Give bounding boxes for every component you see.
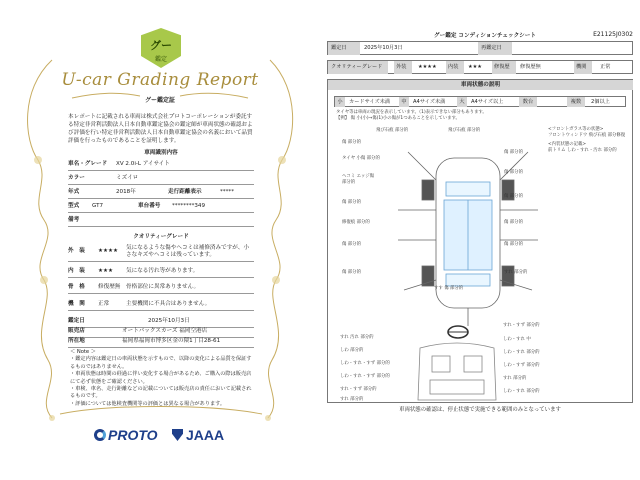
damage-label: 傷 部分的 [504, 194, 523, 199]
condition-check-sheet [320, 0, 640, 480]
frame-row [68, 280, 254, 294]
interior-label: しわ・すれ・すず 部分的 [340, 374, 390, 379]
side-note: 前トリム しわ・すれ・汚れ 部分的 [548, 148, 617, 153]
damage-label: 傷 部分的 [504, 220, 523, 225]
quality-grade-table [327, 60, 633, 74]
certificate-notes [70, 349, 254, 408]
color-label: カラー [68, 175, 85, 181]
interior-label: すれ 部分的 [503, 376, 527, 381]
interior-label: しわ・すれ 部分的 [503, 389, 540, 394]
interior-label: 内 装 [68, 268, 85, 274]
remarks-row [68, 213, 254, 227]
certificate-logos [0, 424, 320, 450]
damage-label: 傷 部分的 [342, 270, 361, 275]
interior-label: すれ 汚れ 部分的 [340, 335, 374, 340]
steering-wheel-icon [446, 324, 470, 340]
damage-label: タイヤ 小傷 部分的 [342, 156, 380, 161]
quality-section-title: クオリティーグレード [133, 234, 189, 240]
store-value: オートバックスカーズ 福岡空港店 [122, 328, 208, 334]
address-row [68, 334, 254, 348]
model-row [68, 199, 254, 213]
frame-label: 骨 格 [68, 284, 85, 290]
address-label: 所在地 [68, 338, 85, 344]
damage-label: すす 傷 部分的 [434, 286, 464, 291]
interior-text: 気になる汚れ等があります。 [126, 268, 199, 274]
goo-kantei-badge-icon [141, 28, 181, 70]
legend-note: タイヤ等は車両の現況を表示しています。（1)表示できない部分もあります。 [336, 110, 487, 115]
engine-label: 機 関 [68, 301, 85, 307]
interior-label: しわ・すれ 中 [503, 337, 531, 342]
redate-label: 再鑑定日 [478, 42, 512, 55]
damage-label: 傷 部分的 [504, 242, 523, 247]
chassis-value: ********349 [172, 203, 206, 209]
side-note: <内装状態の記載> [548, 142, 587, 147]
engine-row [68, 297, 254, 311]
frame-value: 修復歴無 [98, 284, 121, 290]
certificate-intro: 本レポートに記載される車両は株式会社プロトコーポレーションが委託する特定非営利活動法人日本自動車鑑定協会の鑑定師が車両状態の確認および評価を行い特定非営利活動法人日本自動車鑑定協会の名義において品質評価を行ったものであることを証明します。 [68, 114, 253, 144]
badge-line1: グー [150, 39, 172, 52]
interior-label: しわ・すれ 部分的 [503, 350, 540, 355]
legend-value: A4サイズ以上 [471, 99, 504, 105]
badge-line2: 鑑定 [154, 56, 167, 63]
date-value: 2025年10月3日 [148, 318, 190, 324]
certificate-subtitle: グー鑑定証 [144, 97, 175, 104]
damage-label: 飛び石痕 部分的 [376, 128, 409, 133]
note-item: ・車両状態は時間の経過に伴い変化する場合があるため、ご購入の際は販売店にて必ず状態をご確認ください。 [70, 371, 252, 385]
model-label: 型式 [68, 203, 80, 209]
grade-value: XV 2.0i-L アイサイト [116, 161, 170, 167]
interior-label: すれ・すず 部分的 [340, 387, 377, 392]
legend-value: カードサイズ未満 [349, 99, 391, 105]
exterior-text: 気になるような傷やヘコミは補修済みですが、小さなキズやヘコミは残っています。 [126, 245, 250, 258]
int-value: ★★★ [468, 64, 482, 70]
exterior-row [68, 242, 254, 262]
damage-label: 修復痕 部分的 [342, 220, 370, 225]
mileage-value: ***** [220, 189, 234, 195]
interior-label: しわ・すず 部分的 [503, 363, 540, 368]
damage-label: 飛び石痕 部分的 [448, 128, 481, 133]
color-value: ミズイロ [116, 175, 139, 181]
side-note: <フロントガラス等の状態> [548, 127, 604, 132]
note-item: ・評価については他検査機関等の評価とは異なる場合があります。 [70, 400, 226, 407]
interior-label: しわ・すれ・すず 部分的 [340, 361, 390, 366]
engine-value: 正常 [98, 301, 110, 307]
note-title: ＜ Note ＞ [70, 349, 96, 355]
legend-key: 中 [399, 97, 409, 107]
damage-label: ヘコミ エッジ傷 部分的 [342, 174, 375, 185]
legend-key: 小 [335, 97, 345, 107]
store-label: 販売店 [68, 328, 85, 334]
damage-label: 傷 部分的 [342, 242, 361, 247]
jaaa-logo: JAAA [186, 427, 225, 443]
proto-logo: PROTO [108, 427, 158, 443]
ext-label: 外装 [394, 61, 412, 74]
legend-key: 数台 [519, 97, 537, 107]
exterior-stars: ★★★★ [98, 248, 119, 254]
sheet-footer: 車両状態の確認は、停止状態で実施できる範囲のみとなっています [399, 407, 561, 413]
sheet-date-value: 2025年10月3日 [364, 45, 403, 51]
car-exterior-diagram-icon [388, 140, 548, 330]
ext-value: ★★★★ [418, 64, 437, 70]
legend-key: 大 [457, 97, 467, 107]
damage-label: 傷 部分的 [504, 150, 523, 155]
legend-note: 【例】 傷 小(小)→傷(1)小の傷が1つあることを示しています。 [336, 116, 460, 121]
proto-logo-icon [94, 429, 106, 441]
remarks-label: 備考 [68, 217, 80, 223]
legend-value: 2個以上 [591, 99, 610, 105]
grade-label: 車名・グレード [68, 161, 108, 167]
damage-label: 傷 部分的 [342, 200, 361, 205]
damage-label: 傷 部分的 [342, 140, 361, 145]
exterior-label: 外 装 [68, 248, 85, 254]
mileage-label: 走行距離表示 [168, 189, 202, 195]
address-value: 福岡県福岡市博多区金の隈1丁目28-61 [122, 338, 221, 344]
car-interior-diagram-icon [412, 342, 502, 404]
engine-label: 機関 [574, 61, 592, 74]
size-legend [334, 96, 626, 107]
year-value: 2018年 [116, 189, 136, 195]
color-row [68, 171, 254, 185]
int-label: 内装 [446, 61, 464, 74]
year-row [68, 185, 254, 199]
date-table [327, 41, 633, 55]
year-label: 年式 [68, 189, 80, 195]
sheet-date-label: 鑑定日 [328, 42, 360, 55]
model-value: GT7 [92, 203, 104, 209]
frame-text: 骨格部位に異常ありません。 [126, 284, 200, 290]
interior-label: すれ・すず 部分的 [503, 323, 540, 328]
vehicle-state-box [327, 79, 633, 403]
damage-label: すれ 部分的 [504, 270, 528, 275]
grade-row [68, 157, 254, 171]
interior-row [68, 264, 254, 278]
sheet-title: グー鑑定 コンディションチェックシート [434, 33, 536, 39]
interior-stars: ★★★ [98, 268, 114, 274]
side-note: フロントウィンドウ 飛び石痕 部分修復 [548, 133, 626, 138]
jaaa-logo-icon [172, 429, 183, 441]
certificate-headline: U-car Grading Report [61, 70, 259, 90]
repair-label: 修復歴 [492, 61, 516, 74]
engine-text: 主要機関に不具合はありません。 [126, 301, 211, 307]
note-item: ・鑑定内容は鑑定日の車両状態を示すもので、以降の変化による品質を保証するものではありません。 [70, 356, 252, 370]
note-item: ・車検、車名、走行距離などの記載については販売店の責任において記載されるものです。 [70, 386, 252, 400]
sheet-id: E21125J0302 [593, 31, 633, 38]
damage-label: 傷 部分的 [504, 170, 523, 175]
vehicle-state-title: 車両状態の説明 [328, 80, 633, 90]
qg-label: クオリティーグレード [328, 61, 388, 74]
engine-value: 正常 [600, 64, 611, 70]
legend-key: 複数 [567, 97, 585, 107]
interior-label: すれ 部分的 [340, 397, 364, 402]
repair-value: 修復歴無 [520, 64, 541, 70]
vehicle-section-title: 車両識別内容 [144, 150, 178, 156]
chassis-label: 車台番号 [138, 203, 161, 209]
date-label: 鑑定日 [68, 318, 85, 324]
legend-value: A4サイズ未満 [413, 99, 446, 105]
interior-label: しわ 部分的 [340, 348, 364, 353]
